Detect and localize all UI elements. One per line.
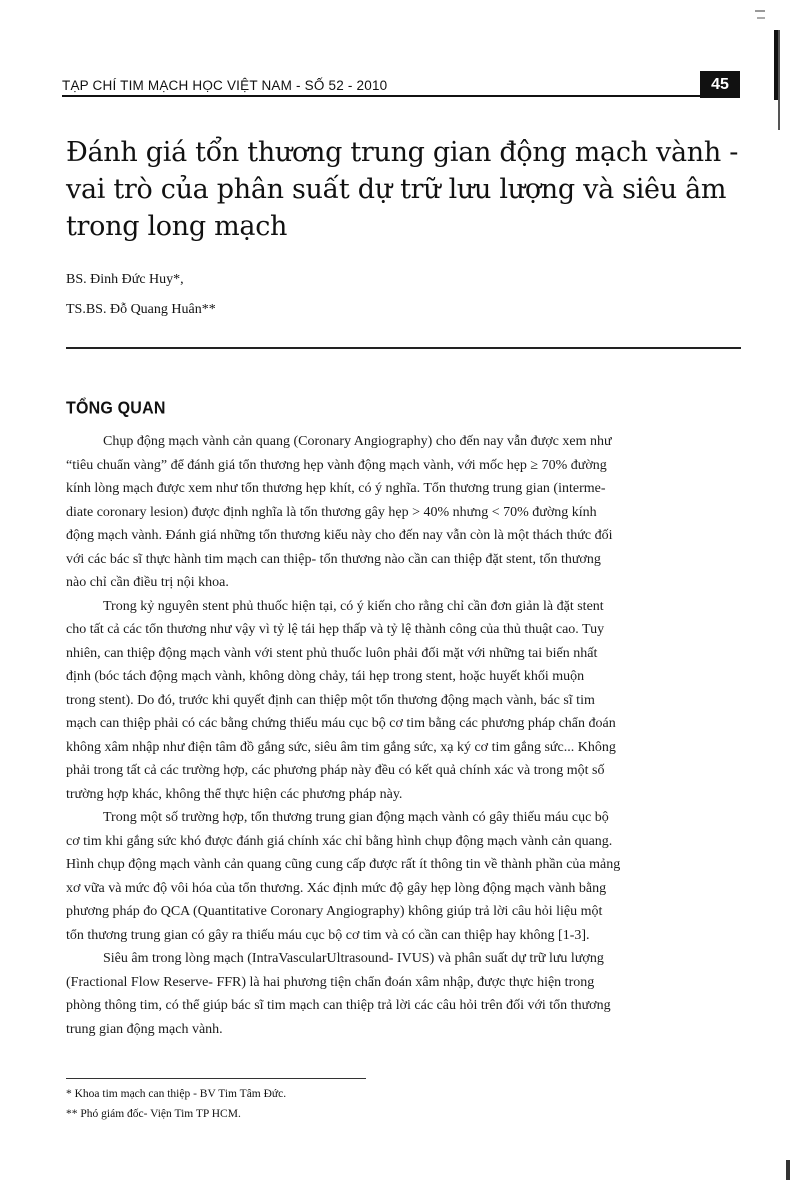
title-line: Đánh giá tổn thương trung gian động mạch vành - <box>66 137 739 168</box>
author-2: TS.BS. Đỗ Quang Huân** <box>66 302 216 317</box>
text-line: cho tất cả các tổn thương như vậy vì tỷ lệ tái hẹp thấp và tỷ lệ thành công của thủ thuật cao. Tuy <box>66 622 605 637</box>
text-line: xơ vữa và mức độ vôi hóa của tổn thương. Xác định mức độ gây hẹp lòng động mạch vành bằng <box>66 880 607 896</box>
title-line: vai trò của phân suất dự trữ lưu lượng và siêu âm <box>66 174 727 205</box>
footnote-1: * Khoa tim mạch can thiệp - BV Tim Tâm Đức. <box>66 1088 287 1100</box>
text-line: diate coronary lesion) được định nghĩa là tổn thương gây hẹp > 40% nhưng < 70% đường kính <box>66 504 597 520</box>
author-1: BS. Đinh Đức Huy*, <box>66 272 184 287</box>
text-line: trong stent). Do đó, trước khi quyết định can thiệp một tổn thương động mạch vành, bác sĩ tim <box>66 692 595 708</box>
text-line: động mạch vành. Đánh giá những tổn thương kiểu này cho đến nay vẫn còn là một thách thức đối <box>66 528 613 543</box>
text-line: tổn thương trung gian có gây ra thiếu máu cục bộ cơ tim và có cần can thiệp hay không [1-3]. <box>66 927 590 943</box>
text-line: “tiêu chuẩn vàng” để đánh giá tổn thương hẹp vành động mạch vành, với mốc hẹp ≥ 70% đường <box>66 457 607 473</box>
text-line: nào chỉ cần điều trị nội khoa. <box>66 575 229 590</box>
scan-artifact <box>786 1160 790 1180</box>
text-line: không xâm nhập như điện tâm đồ gắng sức, siêu âm tim gắng sức, xạ ký cơ tim gắng sức... Không <box>66 739 616 755</box>
text-line: Siêu âm trong lòng mạch (IntraVascularUltrasound- IVUS) và phân suất dự trữ lưu lượng <box>103 951 604 966</box>
text-line: định (bóc tách động mạch vành, không dòng chảy, tái hẹp trong stent, hoặc huyết khối muộn <box>66 669 585 684</box>
text-line: Trong một số trường hợp, tổn thương trung gian động mạch vành có gây thiếu máu cục bộ <box>103 810 609 825</box>
text-line: phương pháp đo QCA (Quantitative Coronary Angiography) không giúp trả lời câu hỏi liệu một <box>66 904 603 919</box>
text-line: Chụp động mạch vành cản quang (Coronary Angiography) cho đến nay vẫn được xem như <box>103 434 612 449</box>
text-line: trường hợp khác, không thể thực hiện các phương pháp này. <box>66 786 403 802</box>
section-heading: TỔNG QUAN <box>66 398 166 418</box>
text-line: trung gian động mạch vành. <box>66 1021 223 1037</box>
text-line: phải trong tất cả các trường hợp, các phương pháp này đều có kết quả chính xác và trong một số <box>66 763 605 778</box>
text-line: Trong kỷ nguyên stent phủ thuốc hiện tại, có ý kiến cho rằng chỉ cần đơn giản là đặt stent <box>103 598 604 614</box>
section-divider <box>66 347 741 349</box>
paragraph <box>66 806 746 947</box>
scan-artifact <box>757 17 765 19</box>
paragraph <box>66 947 746 1041</box>
title-line: trong long mạch <box>66 211 288 242</box>
text-line: kính lòng mạch được xem như tổn thương hẹp khít, có ý nghĩa. Tổn thương trung gian (interme- <box>66 481 606 496</box>
text-line: nhiên, can thiệp động mạch vành với stent phủ thuốc luôn phải đối mặt với những tai biến nhất <box>66 645 598 661</box>
footnote-rule <box>66 1078 366 1079</box>
paragraph <box>66 430 746 595</box>
article-body <box>66 430 746 1041</box>
header-rule <box>62 95 734 97</box>
text-line: cơ tim khi gắng sức khó được đánh giá chính xác chỉ bằng hình chụp động mạch vành cản quang. <box>66 833 613 849</box>
page-number-badge: 45 <box>700 71 740 98</box>
paragraph <box>66 595 746 807</box>
text-line: (Fractional Flow Reserve- FFR) là hai phương tiện chẩn đoán xâm nhập, được thực hiện trong <box>66 974 595 990</box>
journal-header: TẠP CHÍ TIM MẠCH HỌC VIỆT NAM - SỐ 52 - 2010 <box>62 78 388 93</box>
article-title <box>66 134 756 245</box>
scan-edge-shadow <box>778 30 780 130</box>
text-line: Hình chụp động mạch vành cản quang cũng cung cấp được rất ít thông tin về thành phần của mảng <box>66 857 621 872</box>
text-line: phòng thông tim, có thể giúp bác sĩ tim mạch can thiệp trả lời các câu hỏi trên đối với tổn thương <box>66 998 611 1013</box>
footnote-2: ** Phó giám đốc- Viện Tim TP HCM. <box>66 1108 241 1120</box>
text-line: mạch can thiệp phải có các bằng chứng thiếu máu cục bộ cơ tim bằng các phương pháp chẩn đoán <box>66 716 616 731</box>
text-line: với các bác sĩ thực hành tim mạch can thiệp- tổn thương nào cần can thiệp đặt stent, tổn thương <box>66 551 601 567</box>
scan-artifact <box>755 10 765 12</box>
